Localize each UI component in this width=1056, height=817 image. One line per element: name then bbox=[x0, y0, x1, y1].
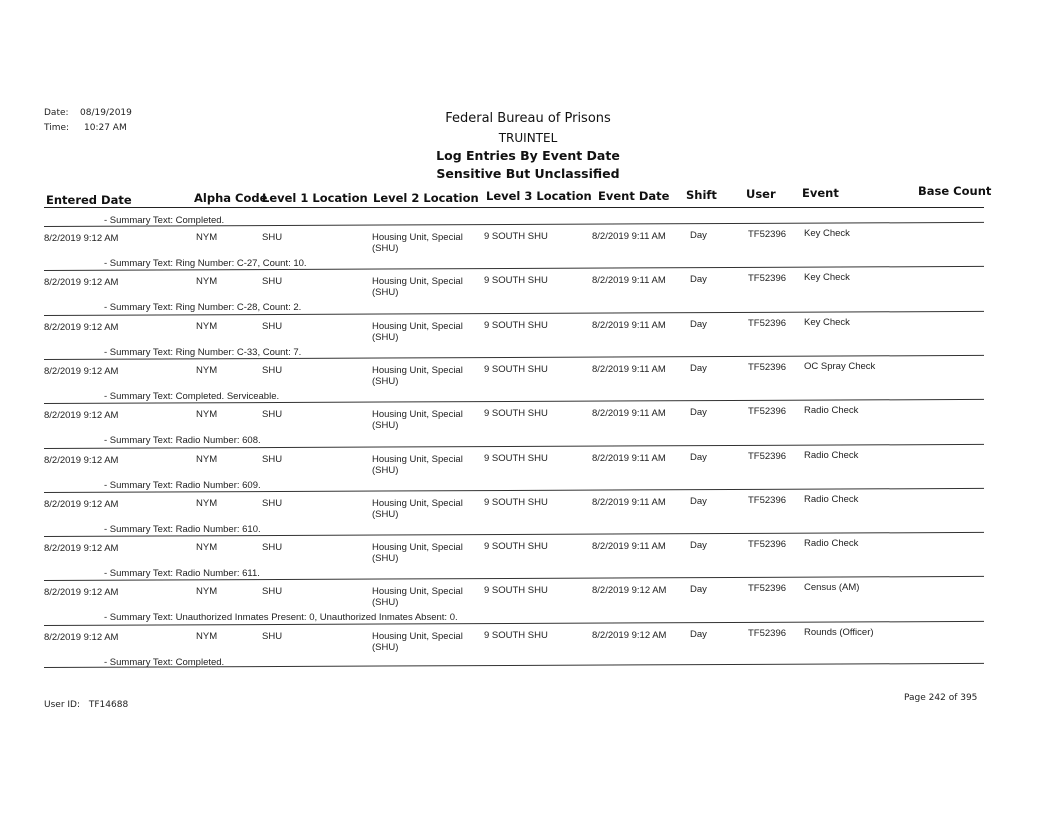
summary-text: - Summary Text: Radio Number: 611. bbox=[104, 568, 260, 580]
cell-shift: Day bbox=[690, 540, 707, 552]
cell-event-date: 8/2/2019 9:11 AM bbox=[592, 231, 666, 242]
cell-user: TF52396 bbox=[748, 406, 787, 418]
cell-shift: Day bbox=[690, 407, 707, 419]
cell-alpha-code: NYM bbox=[196, 276, 218, 288]
summary-text: - Summary Text: Ring Number: C-28, Count: 2. bbox=[104, 302, 302, 314]
cell-alpha-code: NYM bbox=[196, 630, 218, 642]
cell-level2-location: Housing Unit, Special (SHU) bbox=[372, 586, 463, 609]
cell-shift: Day bbox=[690, 230, 707, 241]
col-base-count: Base Count bbox=[918, 184, 992, 198]
summary-text: - Summary Text: Unauthorized Inmates Present: 0, Unauthorized Inmates Absent: 0. bbox=[104, 612, 458, 624]
summary-text: - Summary Text: Radio Number: 609. bbox=[104, 479, 261, 491]
cell-entered-date: 8/2/2019 9:12 AM bbox=[44, 454, 119, 466]
cell-entered-date: 8/2/2019 9:12 AM bbox=[44, 498, 119, 510]
cell-level2-location: Housing Unit, Special (SHU) bbox=[372, 276, 463, 299]
user-id-label: User ID: bbox=[44, 700, 80, 710]
col-event-date: Event Date bbox=[598, 189, 670, 203]
col-entered-date: Entered Date bbox=[46, 193, 132, 207]
col-user: User bbox=[746, 187, 776, 201]
cell-event: Rounds (Officer) bbox=[804, 626, 874, 638]
cell-level1-location: SHU bbox=[262, 364, 283, 376]
cell-level3-location: 9 SOUTH SHU bbox=[484, 363, 548, 375]
cell-event: Radio Check bbox=[804, 449, 859, 461]
cell-shift: Day bbox=[690, 628, 707, 640]
col-level1-location: Level 1 Location bbox=[262, 191, 368, 205]
cell-event: Key Check bbox=[804, 316, 850, 328]
cell-user: TF52396 bbox=[748, 361, 787, 373]
cell-event: Key Check bbox=[804, 228, 850, 239]
cell-level2-location: Housing Unit, Special (SHU) bbox=[372, 630, 463, 653]
cell-event-date: 8/2/2019 9:12 AM bbox=[592, 585, 667, 597]
summary-text: - Summary Text: Radio Number: 608. bbox=[104, 435, 261, 447]
summary-text: - Summary Text: Radio Number: 610. bbox=[104, 523, 261, 535]
cell-level1-location: SHU bbox=[262, 320, 283, 332]
report-title: Log Entries By Event Date bbox=[436, 148, 620, 163]
col-alpha-code: Alpha Code bbox=[194, 191, 268, 205]
cell-entered-date: 8/2/2019 9:12 AM bbox=[44, 587, 119, 599]
cell-level1-location: SHU bbox=[262, 276, 283, 288]
cell-user: TF52396 bbox=[748, 627, 787, 639]
cell-event: Census (AM) bbox=[804, 582, 860, 594]
cell-event: Radio Check bbox=[804, 493, 859, 505]
cell-level1-location: SHU bbox=[262, 409, 283, 421]
cell-level2-location: Housing Unit, Special (SHU) bbox=[372, 542, 463, 565]
cell-level1-location: SHU bbox=[262, 542, 283, 554]
cell-shift: Day bbox=[690, 362, 707, 374]
cell-entered-date: 8/2/2019 9:12 AM bbox=[44, 233, 119, 244]
time-value: 10:27 AM bbox=[84, 123, 127, 133]
cell-event-date: 8/2/2019 9:12 AM bbox=[592, 629, 667, 641]
col-level3-location: Level 3 Location bbox=[486, 189, 592, 203]
summary-text: - Summary Text: Ring Number: C-33, Count: 7. bbox=[104, 346, 302, 358]
page-number: Page 242 of 395 bbox=[904, 693, 978, 703]
cell-level1-location: SHU bbox=[262, 497, 283, 509]
summary-text: - Summary Text: Completed. Serviceable. bbox=[104, 390, 280, 402]
cell-level3-location: 9 SOUTH SHU bbox=[484, 231, 548, 242]
cell-level1-location: SHU bbox=[262, 630, 283, 642]
cell-event: Key Check bbox=[804, 272, 850, 284]
cell-alpha-code: NYM bbox=[196, 586, 218, 598]
cell-level3-location: 9 SOUTH SHU bbox=[484, 275, 548, 287]
cell-level2-location: Housing Unit, Special (SHU) bbox=[372, 497, 463, 520]
col-event: Event bbox=[802, 186, 839, 200]
cell-shift: Day bbox=[690, 274, 707, 286]
date-value: 08/19/2019 bbox=[80, 108, 132, 118]
cell-user: TF52396 bbox=[748, 583, 787, 595]
cell-event: OC Spray Check bbox=[804, 360, 876, 372]
cell-event-date: 8/2/2019 9:11 AM bbox=[592, 275, 666, 287]
cell-shift: Day bbox=[690, 318, 707, 330]
cell-level3-location: 9 SOUTH SHU bbox=[484, 452, 548, 464]
cell-event-date: 8/2/2019 9:11 AM bbox=[592, 408, 666, 420]
cell-event-date: 8/2/2019 9:11 AM bbox=[592, 541, 666, 553]
cell-level1-location: SHU bbox=[262, 586, 283, 598]
cell-user: TF52396 bbox=[748, 273, 787, 285]
cell-user: TF52396 bbox=[748, 539, 787, 551]
cell-event: Radio Check bbox=[804, 538, 859, 550]
col-shift: Shift bbox=[686, 188, 717, 202]
cell-shift: Day bbox=[690, 584, 707, 596]
cell-alpha-code: NYM bbox=[196, 364, 218, 376]
cell-level3-location: 9 SOUTH SHU bbox=[484, 585, 548, 597]
col-level2-location: Level 2 Location bbox=[373, 191, 479, 205]
cell-level3-location: 9 SOUTH SHU bbox=[484, 319, 548, 331]
org-name: Federal Bureau of Prisons bbox=[445, 111, 611, 126]
cell-level2-location: Housing Unit, Special (SHU) bbox=[372, 232, 463, 254]
time-label: Time: bbox=[44, 123, 70, 133]
cell-entered-date: 8/2/2019 9:12 AM bbox=[44, 543, 119, 555]
cell-level1-location: SHU bbox=[262, 453, 283, 465]
cell-level2-location: Housing Unit, Special (SHU) bbox=[372, 364, 463, 387]
summary-text: - Summary Text: Completed. bbox=[104, 215, 225, 226]
cell-level2-location: Housing Unit, Special (SHU) bbox=[372, 453, 463, 476]
user-id bbox=[44, 700, 128, 710]
cell-event-date: 8/2/2019 9:11 AM bbox=[592, 363, 666, 375]
cell-entered-date: 8/2/2019 9:12 AM bbox=[44, 410, 119, 422]
classification-label: Sensitive But Unclassified bbox=[436, 166, 620, 181]
cell-alpha-code: NYM bbox=[196, 232, 218, 243]
cell-alpha-code: NYM bbox=[196, 320, 218, 332]
cell-event: Radio Check bbox=[804, 405, 859, 417]
cell-alpha-code: NYM bbox=[196, 497, 218, 509]
cell-event-date: 8/2/2019 9:11 AM bbox=[592, 452, 666, 464]
cell-level2-location: Housing Unit, Special (SHU) bbox=[372, 409, 463, 432]
cell-level3-location: 9 SOUTH SHU bbox=[484, 408, 548, 420]
date-label: Date: bbox=[44, 108, 69, 118]
cell-user: TF52396 bbox=[748, 229, 787, 240]
cell-alpha-code: NYM bbox=[196, 542, 218, 554]
cell-event-date: 8/2/2019 9:11 AM bbox=[592, 496, 666, 508]
cell-shift: Day bbox=[690, 495, 707, 507]
user-id-value: TF14688 bbox=[88, 700, 129, 710]
cell-level1-location: SHU bbox=[262, 232, 283, 243]
cell-entered-date: 8/2/2019 9:12 AM bbox=[44, 277, 119, 289]
summary-text: - Summary Text: Ring Number: C-27, Count: 10. bbox=[104, 258, 307, 269]
header-rule bbox=[44, 207, 984, 208]
cell-user: TF52396 bbox=[748, 494, 787, 506]
summary-text: - Summary Text: Completed. bbox=[104, 656, 225, 668]
cell-user: TF52396 bbox=[748, 450, 787, 462]
cell-entered-date: 8/2/2019 9:12 AM bbox=[44, 321, 119, 333]
cell-user: TF52396 bbox=[748, 317, 787, 329]
cell-entered-date: 8/2/2019 9:12 AM bbox=[44, 631, 119, 643]
cell-event-date: 8/2/2019 9:11 AM bbox=[592, 319, 666, 331]
cell-level3-location: 9 SOUTH SHU bbox=[484, 496, 548, 508]
cell-shift: Day bbox=[690, 451, 707, 463]
cell-level3-location: 9 SOUTH SHU bbox=[484, 541, 548, 553]
cell-level2-location: Housing Unit, Special (SHU) bbox=[372, 320, 463, 343]
cell-level3-location: 9 SOUTH SHU bbox=[484, 629, 548, 641]
cell-alpha-code: NYM bbox=[196, 453, 218, 465]
cell-entered-date: 8/2/2019 9:12 AM bbox=[44, 365, 119, 377]
system-name: TRUINTEL bbox=[498, 131, 558, 145]
cell-alpha-code: NYM bbox=[196, 409, 218, 421]
